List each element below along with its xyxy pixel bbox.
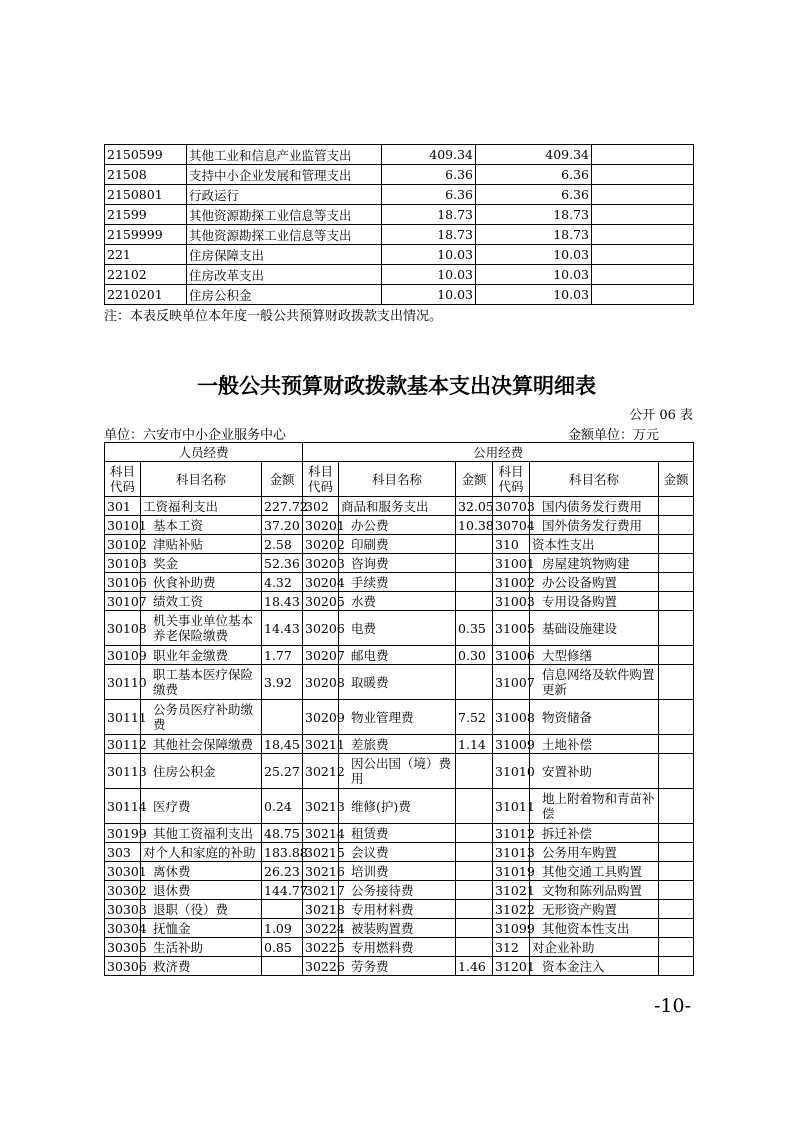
public-amount-cell: 1.46 bbox=[456, 957, 493, 976]
amount-cell: 10.03 bbox=[382, 285, 476, 305]
public-name-cell: 培训费 bbox=[339, 862, 456, 881]
amount-cell: 409.34 bbox=[476, 145, 592, 165]
table-row bbox=[105, 700, 694, 735]
public-amount-cell bbox=[456, 843, 493, 862]
capital-name-cell: 拆迁补偿 bbox=[530, 824, 659, 843]
amount-cell: 18.73 bbox=[382, 225, 476, 245]
table-row bbox=[105, 145, 694, 165]
capital-name-cell: 基础设施建设 bbox=[530, 611, 659, 646]
public-code-cell: 30206 bbox=[303, 611, 339, 646]
personnel-name-cell: 救济费 bbox=[141, 957, 262, 976]
personnel-amount-cell bbox=[262, 957, 303, 976]
capital-code-cell: 31008 bbox=[493, 700, 530, 735]
public-name-cell: 维修(护)费 bbox=[339, 789, 456, 824]
capital-code-cell: 30704 bbox=[493, 516, 530, 535]
subject-name-cell: 其他资源勘探工业信息等支出 bbox=[187, 205, 382, 225]
personnel-name-cell: 对个人和家庭的补助 bbox=[141, 843, 262, 862]
table-row bbox=[105, 497, 694, 516]
personnel-code-cell: 30107 bbox=[105, 592, 141, 611]
subject-code-cell: 21599 bbox=[105, 205, 187, 225]
amount-cell: 10.03 bbox=[476, 285, 592, 305]
public-amount-cell bbox=[456, 824, 493, 843]
personnel-amount-cell bbox=[262, 900, 303, 919]
table-row bbox=[105, 938, 694, 957]
personnel-amount-cell: 18.43 bbox=[262, 592, 303, 611]
public-code-cell: 30208 bbox=[303, 665, 339, 700]
capital-amount-cell bbox=[659, 843, 694, 862]
public-name-cell: 专用材料费 bbox=[339, 900, 456, 919]
capital-amount-cell bbox=[659, 919, 694, 938]
subject-name-cell: 支持中小企业发展和管理支出 bbox=[187, 165, 382, 185]
subject-code-cell: 2210201 bbox=[105, 285, 187, 305]
personnel-name-cell: 津贴补贴 bbox=[141, 535, 262, 554]
public-name-cell: 取暖费 bbox=[339, 665, 456, 700]
col-header-name: 科目名称 bbox=[530, 462, 659, 497]
capital-code-cell: 312 bbox=[493, 938, 530, 957]
amount-cell bbox=[592, 165, 694, 185]
capital-name-cell: 国外债务发行费用 bbox=[530, 516, 659, 535]
public-amount-cell bbox=[456, 862, 493, 881]
public-amount-cell bbox=[456, 919, 493, 938]
public-amount-cell bbox=[456, 938, 493, 957]
expenditure-table-continued bbox=[104, 144, 694, 305]
capital-code-cell: 30703 bbox=[493, 497, 530, 516]
personnel-code-cell: 30306 bbox=[105, 957, 141, 976]
capital-amount-cell bbox=[659, 862, 694, 881]
personnel-code-cell: 30305 bbox=[105, 938, 141, 957]
table-row bbox=[105, 285, 694, 305]
public-code-cell: 30209 bbox=[303, 700, 339, 735]
capital-name-cell: 大型修缮 bbox=[530, 646, 659, 665]
public-amount-cell: 0.35 bbox=[456, 611, 493, 646]
public-name-cell: 因公出国（境）费用 bbox=[339, 754, 456, 789]
subject-name-cell: 住房改革支出 bbox=[187, 265, 382, 285]
public-code-cell: 30215 bbox=[303, 843, 339, 862]
table-row bbox=[105, 824, 694, 843]
public-amount-cell bbox=[456, 573, 493, 592]
capital-name-cell: 资本性支出 bbox=[530, 535, 659, 554]
capital-name-cell: 房屋建筑物购建 bbox=[530, 554, 659, 573]
public-amount-cell: 10.38 bbox=[456, 516, 493, 535]
personnel-name-cell: 抚恤金 bbox=[141, 919, 262, 938]
amount-cell bbox=[592, 245, 694, 265]
amount-cell: 18.73 bbox=[382, 205, 476, 225]
capital-code-cell: 31013 bbox=[493, 843, 530, 862]
personnel-name-cell: 伙食补助费 bbox=[141, 573, 262, 592]
personnel-amount-cell: 0.85 bbox=[262, 938, 303, 957]
public-amount-cell: 0.30 bbox=[456, 646, 493, 665]
personnel-name-cell: 住房公积金 bbox=[141, 754, 262, 789]
capital-amount-cell bbox=[659, 646, 694, 665]
detail-table-body bbox=[105, 497, 694, 976]
amount-cell: 18.73 bbox=[476, 225, 592, 245]
public-code-cell: 30211 bbox=[303, 735, 339, 754]
capital-name-cell: 其他交通工具购置 bbox=[530, 862, 659, 881]
personnel-amount-cell: 25.27 bbox=[262, 754, 303, 789]
capital-amount-cell bbox=[659, 881, 694, 900]
personnel-amount-cell: 52.36 bbox=[262, 554, 303, 573]
capital-name-cell: 无形资产购置 bbox=[530, 900, 659, 919]
personnel-code-cell: 30112 bbox=[105, 735, 141, 754]
personnel-name-cell: 绩效工资 bbox=[141, 592, 262, 611]
table-row bbox=[105, 735, 694, 754]
amount-cell: 6.36 bbox=[382, 185, 476, 205]
public-amount-cell bbox=[456, 789, 493, 824]
personnel-name-cell: 其他社会保障缴费 bbox=[141, 735, 262, 754]
public-code-cell: 30202 bbox=[303, 535, 339, 554]
table-row bbox=[105, 516, 694, 535]
capital-name-cell: 专用设备购置 bbox=[530, 592, 659, 611]
personnel-name-cell: 离休费 bbox=[141, 862, 262, 881]
personnel-name-cell: 生活补助 bbox=[141, 938, 262, 957]
public-name-cell: 租赁费 bbox=[339, 824, 456, 843]
public-name-cell: 手续费 bbox=[339, 573, 456, 592]
capital-amount-cell bbox=[659, 938, 694, 957]
amount-cell bbox=[592, 185, 694, 205]
capital-amount-cell bbox=[659, 754, 694, 789]
table-row bbox=[105, 554, 694, 573]
public-name-cell: 被装购置费 bbox=[339, 919, 456, 938]
subject-name-cell: 行政运行 bbox=[187, 185, 382, 205]
public-code-cell: 30218 bbox=[303, 900, 339, 919]
table-row bbox=[105, 957, 694, 976]
personnel-name-cell: 退职（役）费 bbox=[141, 900, 262, 919]
capital-name-cell: 地上附着物和青苗补偿 bbox=[530, 789, 659, 824]
subject-code-cell: 22102 bbox=[105, 265, 187, 285]
personnel-amount-cell: 1.77 bbox=[262, 646, 303, 665]
amount-cell: 6.36 bbox=[476, 165, 592, 185]
capital-amount-cell bbox=[659, 735, 694, 754]
personnel-amount-cell: 2.58 bbox=[262, 535, 303, 554]
capital-name-cell: 对企业补助 bbox=[530, 938, 659, 957]
public-name-cell: 会议费 bbox=[339, 843, 456, 862]
public-amount-cell bbox=[456, 754, 493, 789]
personnel-name-cell: 职工基本医疗保险缴费 bbox=[141, 665, 262, 700]
table-row bbox=[105, 862, 694, 881]
capital-amount-cell bbox=[659, 957, 694, 976]
personnel-code-cell: 30303 bbox=[105, 900, 141, 919]
capital-amount-cell bbox=[659, 497, 694, 516]
capital-name-cell: 办公设备购置 bbox=[530, 573, 659, 592]
capital-name-cell: 资本金注入 bbox=[530, 957, 659, 976]
capital-code-cell: 31011 bbox=[493, 789, 530, 824]
public-code-cell: 30212 bbox=[303, 754, 339, 789]
amount-cell: 10.03 bbox=[382, 245, 476, 265]
table-row bbox=[105, 265, 694, 285]
capital-code-cell: 31002 bbox=[493, 573, 530, 592]
table-row bbox=[105, 573, 694, 592]
personnel-name-cell: 基本工资 bbox=[141, 516, 262, 535]
public-name-cell: 物业管理费 bbox=[339, 700, 456, 735]
capital-name-cell: 国内债务发行费用 bbox=[530, 497, 659, 516]
public-amount-cell bbox=[456, 900, 493, 919]
public-name-cell: 专用燃料费 bbox=[339, 938, 456, 957]
public-code-cell: 30201 bbox=[303, 516, 339, 535]
personnel-amount-cell: 18.45 bbox=[262, 735, 303, 754]
capital-name-cell: 公务用车购置 bbox=[530, 843, 659, 862]
capital-code-cell: 31001 bbox=[493, 554, 530, 573]
table-header bbox=[105, 443, 694, 497]
public-name-cell: 公务接待费 bbox=[339, 881, 456, 900]
capital-code-cell: 31019 bbox=[493, 862, 530, 881]
amount-cell: 10.03 bbox=[476, 245, 592, 265]
subject-code-cell: 21508 bbox=[105, 165, 187, 185]
table-row bbox=[105, 592, 694, 611]
subject-name-cell: 其他资源勘探工业信息等支出 bbox=[187, 225, 382, 245]
personnel-name-cell: 工资福利支出 bbox=[141, 497, 262, 516]
capital-code-cell: 31099 bbox=[493, 919, 530, 938]
personnel-name-cell: 退休费 bbox=[141, 881, 262, 900]
personnel-code-cell: 30304 bbox=[105, 919, 141, 938]
personnel-amount-cell: 4.32 bbox=[262, 573, 303, 592]
public-code-cell: 30207 bbox=[303, 646, 339, 665]
public-name-cell: 劳务费 bbox=[339, 957, 456, 976]
public-code-cell: 30216 bbox=[303, 862, 339, 881]
col-header-amount: 金额 bbox=[659, 462, 694, 497]
table-row bbox=[105, 900, 694, 919]
personnel-amount-cell: 3.92 bbox=[262, 665, 303, 700]
amount-cell bbox=[592, 205, 694, 225]
table-row bbox=[105, 881, 694, 900]
personnel-code-cell: 30106 bbox=[105, 573, 141, 592]
subject-name-cell: 其他工业和信息产业监管支出 bbox=[187, 145, 382, 165]
subject-name-cell: 住房公积金 bbox=[187, 285, 382, 305]
capital-code-cell: 31021 bbox=[493, 881, 530, 900]
table-row bbox=[105, 245, 694, 265]
personnel-name-cell: 医疗费 bbox=[141, 789, 262, 824]
capital-amount-cell bbox=[659, 573, 694, 592]
capital-code-cell: 31012 bbox=[493, 824, 530, 843]
personnel-code-cell: 30113 bbox=[105, 754, 141, 789]
personnel-amount-cell: 1.09 bbox=[262, 919, 303, 938]
capital-code-cell: 31009 bbox=[493, 735, 530, 754]
personnel-code-cell: 30109 bbox=[105, 646, 141, 665]
personnel-code-cell: 301 bbox=[105, 497, 141, 516]
col-header-code: 科目代码 bbox=[493, 462, 530, 497]
form-number: 公开 06 表 bbox=[629, 408, 693, 423]
public-amount-cell bbox=[456, 554, 493, 573]
col-header-name: 科目名称 bbox=[339, 462, 456, 497]
personnel-code-cell: 30110 bbox=[105, 665, 141, 700]
public-amount-cell bbox=[456, 592, 493, 611]
page-number: -10- bbox=[653, 995, 691, 1017]
capital-code-cell: 31006 bbox=[493, 646, 530, 665]
public-name-cell: 水费 bbox=[339, 592, 456, 611]
personnel-amount-cell: 37.20 bbox=[262, 516, 303, 535]
public-amount-cell bbox=[456, 535, 493, 554]
amount-cell bbox=[592, 265, 694, 285]
public-name-cell: 印刷费 bbox=[339, 535, 456, 554]
public-name-cell: 商品和服务支出 bbox=[339, 497, 456, 516]
capital-code-cell: 31010 bbox=[493, 754, 530, 789]
public-code-cell: 302 bbox=[303, 497, 339, 516]
group-public-header: 公用经费 bbox=[303, 443, 694, 462]
capital-amount-cell bbox=[659, 789, 694, 824]
public-name-cell: 办公费 bbox=[339, 516, 456, 535]
personnel-code-cell: 30103 bbox=[105, 554, 141, 573]
personnel-code-cell: 30111 bbox=[105, 700, 141, 735]
table-row bbox=[105, 789, 694, 824]
amount-cell: 409.34 bbox=[382, 145, 476, 165]
capital-code-cell: 31201 bbox=[493, 957, 530, 976]
basic-expenditure-detail-table bbox=[104, 442, 694, 976]
capital-code-cell: 310 bbox=[493, 535, 530, 554]
personnel-amount-cell: 183.88 bbox=[262, 843, 303, 862]
table-row bbox=[105, 225, 694, 245]
personnel-code-cell: 30101 bbox=[105, 516, 141, 535]
personnel-code-cell: 30108 bbox=[105, 611, 141, 646]
organization-unit: 单位：六安市中小企业服务中心 bbox=[104, 428, 287, 443]
personnel-code-cell: 30114 bbox=[105, 789, 141, 824]
capital-amount-cell bbox=[659, 900, 694, 919]
capital-amount-cell bbox=[659, 554, 694, 573]
subject-name-cell: 住房保障支出 bbox=[187, 245, 382, 265]
amount-cell bbox=[592, 285, 694, 305]
public-code-cell: 30217 bbox=[303, 881, 339, 900]
personnel-name-cell: 其他工资福利支出 bbox=[141, 824, 262, 843]
table-row bbox=[105, 919, 694, 938]
table-row bbox=[105, 754, 694, 789]
amount-cell: 6.36 bbox=[382, 165, 476, 185]
capital-name-cell: 其他资本性支出 bbox=[530, 919, 659, 938]
capital-name-cell: 信息网络及软件购置更新 bbox=[530, 665, 659, 700]
public-amount-cell: 32.05 bbox=[456, 497, 493, 516]
personnel-code-cell: 30302 bbox=[105, 881, 141, 900]
public-amount-cell bbox=[456, 665, 493, 700]
amount-cell: 10.03 bbox=[382, 265, 476, 285]
capital-code-cell: 31022 bbox=[493, 900, 530, 919]
table-row bbox=[105, 165, 694, 185]
personnel-code-cell: 30301 bbox=[105, 862, 141, 881]
capital-amount-cell bbox=[659, 516, 694, 535]
personnel-amount-cell: 26.23 bbox=[262, 862, 303, 881]
public-code-cell: 30214 bbox=[303, 824, 339, 843]
table-row bbox=[105, 535, 694, 554]
public-name-cell: 差旅费 bbox=[339, 735, 456, 754]
table-row bbox=[105, 843, 694, 862]
personnel-amount-cell bbox=[262, 700, 303, 735]
public-code-cell: 30224 bbox=[303, 919, 339, 938]
personnel-code-cell: 303 bbox=[105, 843, 141, 862]
personnel-amount-cell: 227.72 bbox=[262, 497, 303, 516]
capital-code-cell: 31003 bbox=[493, 592, 530, 611]
public-code-cell: 30204 bbox=[303, 573, 339, 592]
page-title: 一般公共预算财政拨款基本支出决算明细表 bbox=[197, 373, 596, 398]
personnel-code-cell: 30199 bbox=[105, 824, 141, 843]
amount-cell: 6.36 bbox=[476, 185, 592, 205]
col-header-amount: 金额 bbox=[262, 462, 303, 497]
personnel-name-cell: 机关事业单位基本养老保险缴费 bbox=[141, 611, 262, 646]
capital-name-cell: 土地补偿 bbox=[530, 735, 659, 754]
personnel-amount-cell: 14.43 bbox=[262, 611, 303, 646]
subject-code-cell: 2150599 bbox=[105, 145, 187, 165]
expenditure-table-body bbox=[105, 145, 694, 305]
capital-code-cell: 31005 bbox=[493, 611, 530, 646]
public-name-cell: 邮电费 bbox=[339, 646, 456, 665]
group-personnel-header: 人员经费 bbox=[105, 443, 303, 462]
capital-amount-cell bbox=[659, 611, 694, 646]
col-header-code: 科目代码 bbox=[105, 462, 141, 497]
capital-amount-cell bbox=[659, 592, 694, 611]
public-amount-cell: 1.14 bbox=[456, 735, 493, 754]
subject-code-cell: 2159999 bbox=[105, 225, 187, 245]
capital-code-cell: 31007 bbox=[493, 665, 530, 700]
personnel-name-cell: 奖金 bbox=[141, 554, 262, 573]
col-header-code: 科目代码 bbox=[303, 462, 339, 497]
capital-amount-cell bbox=[659, 535, 694, 554]
table-row bbox=[105, 185, 694, 205]
table-row bbox=[105, 646, 694, 665]
public-amount-cell bbox=[456, 881, 493, 900]
public-code-cell: 30225 bbox=[303, 938, 339, 957]
table-row bbox=[105, 665, 694, 700]
subject-code-cell: 221 bbox=[105, 245, 187, 265]
table-row bbox=[105, 611, 694, 646]
public-code-cell: 30203 bbox=[303, 554, 339, 573]
personnel-code-cell: 30102 bbox=[105, 535, 141, 554]
personnel-amount-cell: 48.75 bbox=[262, 824, 303, 843]
capital-name-cell: 物资储备 bbox=[530, 700, 659, 735]
amount-unit: 金额单位：万元 bbox=[568, 428, 660, 443]
capital-name-cell: 文物和陈列品购置 bbox=[530, 881, 659, 900]
public-amount-cell: 7.52 bbox=[456, 700, 493, 735]
public-code-cell: 30205 bbox=[303, 592, 339, 611]
personnel-amount-cell: 144.77 bbox=[262, 881, 303, 900]
public-name-cell: 咨询费 bbox=[339, 554, 456, 573]
amount-cell: 10.03 bbox=[476, 265, 592, 285]
public-code-cell: 30213 bbox=[303, 789, 339, 824]
personnel-name-cell: 职业年金缴费 bbox=[141, 646, 262, 665]
capital-amount-cell bbox=[659, 665, 694, 700]
capital-amount-cell bbox=[659, 700, 694, 735]
public-name-cell: 电费 bbox=[339, 611, 456, 646]
col-header-name: 科目名称 bbox=[141, 462, 262, 497]
amount-cell: 18.73 bbox=[476, 205, 592, 225]
personnel-name-cell: 公务员医疗补助缴费 bbox=[141, 700, 262, 735]
amount-cell bbox=[592, 225, 694, 245]
table-note: 注：本表反映单位本年度一般公共预算财政拨款支出情况。 bbox=[104, 309, 443, 324]
col-header-amount: 金额 bbox=[456, 462, 493, 497]
public-code-cell: 30226 bbox=[303, 957, 339, 976]
capital-amount-cell bbox=[659, 824, 694, 843]
personnel-amount-cell: 0.24 bbox=[262, 789, 303, 824]
table-row bbox=[105, 205, 694, 225]
capital-name-cell: 安置补助 bbox=[530, 754, 659, 789]
subject-code-cell: 2150801 bbox=[105, 185, 187, 205]
amount-cell bbox=[592, 145, 694, 165]
